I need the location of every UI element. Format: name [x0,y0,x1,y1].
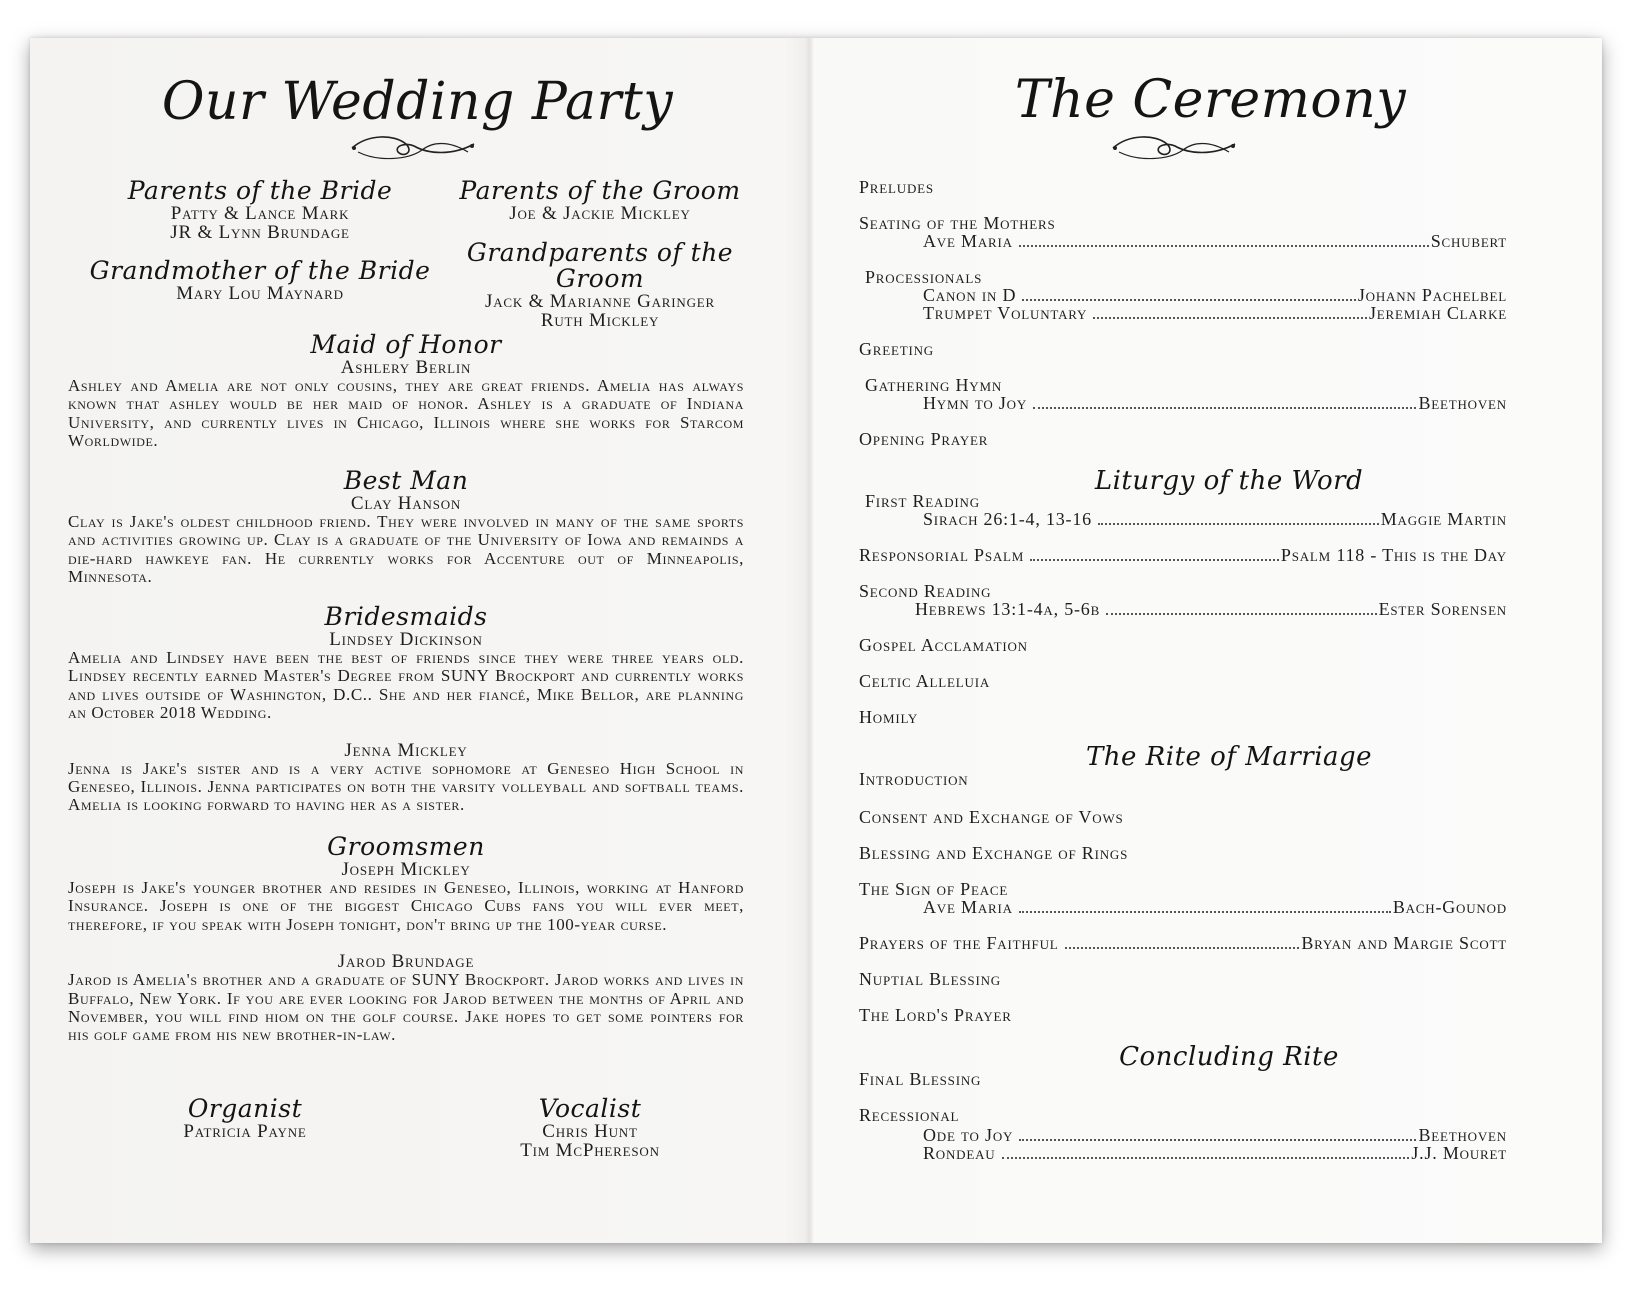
wedding-party-page [30,38,805,1243]
leader-dots [1022,298,1356,301]
composer: Schubert [1430,231,1507,251]
grandmother-of-bride [70,258,450,303]
item-final-blessing: Final Blessing [859,1069,982,1089]
person-name: Jarod Brundage [337,951,475,973]
person-name: Mary Lou Maynard [176,283,344,304]
entry-processional-2 [923,304,1507,323]
role-label: Organist [187,1094,303,1123]
entry-responsorial-psalm [859,546,1507,565]
person-bio: Jenna is Jake's sister and is a very active sophomore at Geneseo High School in Geneseo, Illinois. Jenna participates on both the varsity volleyball and softball teams. Amelia is looking forward to having her as a sister. [68,758,744,815]
person-name: Chris Hunt [542,1121,638,1142]
composer: Johann Pachelbel [1357,285,1507,305]
leader-dots [1093,316,1367,319]
role-label: Parents of the Groom [459,176,741,205]
liturgy-section-title: Liturgy of the Word [1094,466,1364,496]
role-label: Grandparents of the Groom [466,238,734,293]
person-name: Tim McPhereson [520,1140,660,1161]
bridesmaids-section [68,604,744,815]
entry-first-reading [923,510,1507,529]
person-name: Joseph Mickley [341,859,471,880]
role-label: Vocalist [538,1094,642,1123]
reader: Ester Sorensen [1378,599,1507,619]
piece-title: Canon in D [923,285,1017,305]
piece-title: Trumpet Voluntary [923,303,1088,323]
reader: Bryan and Margie Scott [1301,933,1507,953]
rite-section-title: The Rite of Marriage [1085,742,1373,772]
person-bio: Joseph is Jake's younger brother and resides in Geneseo, Illinois, working at Hanford Insurance. Joseph is one of the biggest Chicago Cubs fans you will ever meet, therefore, if you speak with Joseph tonight, don't bring up the 100-year curse. [68,878,744,934]
grandparents-of-groom [430,240,770,330]
person-name: Clay Hanson [350,493,462,514]
item-second-reading: Second Reading [859,581,992,601]
wedding-party-title: Our Wedding Party [161,72,674,132]
program-spread [30,38,1602,1243]
leader-dots [1019,244,1429,247]
flourish-ornament [348,130,478,164]
role-label: Maid of Honor [310,330,502,359]
role-label: Groomsmen [327,832,485,861]
entry-prayers-faithful [859,934,1507,953]
item-nuptial-blessing: Nuptial Blessing [859,969,1001,989]
item-label: Responsorial Psalm [859,545,1025,565]
piece-title: Sirach 26:1-4, 13-16 [923,509,1092,529]
psalm-title: Psalm 118 - This is the Day [1280,545,1507,565]
person-name: Joe & Jackie Mickley [509,203,691,224]
piece-title: Rondeau [923,1143,996,1163]
entry-recessional-2 [923,1144,1507,1163]
person-bio: Amelia and Lindsey have been the best of friends since they were three years old. Lindsey recently earned Master's Degree from SUNY Brockport and currently works and lives outside of Washington, D.C.. She and her fiancé, Mike Bellor, are planning an October 2018 Wedding. [68,648,744,723]
piece-title: Hymn to Joy [923,393,1028,413]
person-name: Lindsey Dickinson [329,629,483,650]
item-opening-prayer: Opening Prayer [859,429,989,449]
item-greeting: Greeting [859,339,934,359]
leader-dots [1002,1156,1410,1159]
role-label: Best Man [343,466,469,495]
entry-seating [923,232,1507,251]
maid-of-honor-section [68,332,744,451]
piece-title: Hebrews 13:1-4a, 5-6b [915,599,1101,619]
entry-gathering-hymn [923,394,1507,413]
ceremony-page [819,38,1602,1243]
item-seating: Seating of the Mothers [859,213,1056,233]
item-rings: Blessing and Exchange of Rings [859,843,1129,863]
piece-title: Ave Maria [923,897,1013,917]
piece-title: Ave Maria [923,231,1013,251]
item-homily: Homily [859,707,919,727]
item-recessional: Recessional [859,1105,960,1125]
item-preludes: Preludes [859,177,934,197]
item-sign-of-peace: The Sign of Peace [859,879,1009,899]
item-lords-prayer: The Lord's Prayer [859,1005,1012,1025]
piece-title: Ode to Joy [923,1125,1014,1145]
leader-dots [1033,406,1416,409]
item-processionals: Processionals [865,267,983,287]
person-name: Ruth Mickley [540,310,660,331]
person-name: Jack & Marianne Garinger [485,291,715,312]
person-name: Patricia Payne [183,1121,307,1142]
parents-of-bride [90,178,430,242]
composer: Beethoven [1418,1125,1507,1145]
person-bio: Ashley and Amelia are not only cousins, they are great friends. Amelia has always known that ashley would be her maid of honor. Ashley is a graduate of Indiana University, and currently lives in Chicago, Illinois where she works for Starcom Worldwide. [68,376,744,451]
composer: Jeremiah Clarke [1368,303,1507,323]
item-gathering-hymn: Gathering Hymn [865,375,1003,395]
vocalist [460,1096,720,1160]
ceremony-title: The Ceremony [1014,70,1407,130]
entry-sign-of-peace [923,898,1507,917]
best-man-section [68,468,744,587]
leader-dots [1030,558,1279,561]
item-consent-vows: Consent and Exchange of Vows [859,807,1124,827]
leader-dots [1019,1138,1416,1141]
role-label: Parents of the Bride [127,176,393,205]
leader-dots [1065,946,1300,949]
organist [120,1096,370,1141]
item-first-reading: First Reading [865,491,980,511]
center-fold [805,38,819,1243]
person-name: JR & Lynn Brundage [170,222,350,243]
entry-second-reading [915,600,1507,619]
composer: Beethoven [1418,393,1507,413]
item-celtic-alleluia: Celtic Alleluia [859,671,991,691]
groomsmen-section [68,834,744,1045]
leader-dots [1098,522,1379,525]
reader: Maggie Martin [1380,509,1507,529]
composer: J.J. Mouret [1411,1143,1507,1163]
role-label: Grandmother of the Bride [89,256,431,285]
role-label: Bridesmaids [324,602,488,631]
composer: Bach-Gounod [1392,897,1507,917]
parents-of-groom [450,178,750,223]
person-bio: Clay is Jake's oldest childhood friend. They were involved in many of the same sports and activities growing up. Clay is a graduate of the University of Iowa and remainds a die-hard hawkeye fan. He currently works for Accenture out of Minneapolis, Minnesota. [68,512,744,587]
person-name: Patty & Lance Mark [170,203,350,224]
leader-dots [1019,910,1391,913]
item-label: Prayers of the Faithful [859,933,1059,953]
flourish-ornament [1109,130,1239,164]
leader-dots [1106,612,1376,615]
item-gospel-acclamation: Gospel Acclamation [859,635,1028,655]
person-name: Jenna Mickley [344,739,468,761]
person-name: Ashlery Berlin [340,357,472,378]
person-bio: Jarod is Amelia's brother and a graduate of SUNY Brockport. Jarod works and lives in Buffalo, New York. If you are ever looking for Jarod between the months of April and November, you will find hiom on the golf course. Jake hopes to get some pointers for his golf game from his new brother-in-law. [68,970,744,1045]
item-introduction: Introduction [859,769,969,789]
concluding-section-title: Concluding Rite [1119,1042,1339,1072]
